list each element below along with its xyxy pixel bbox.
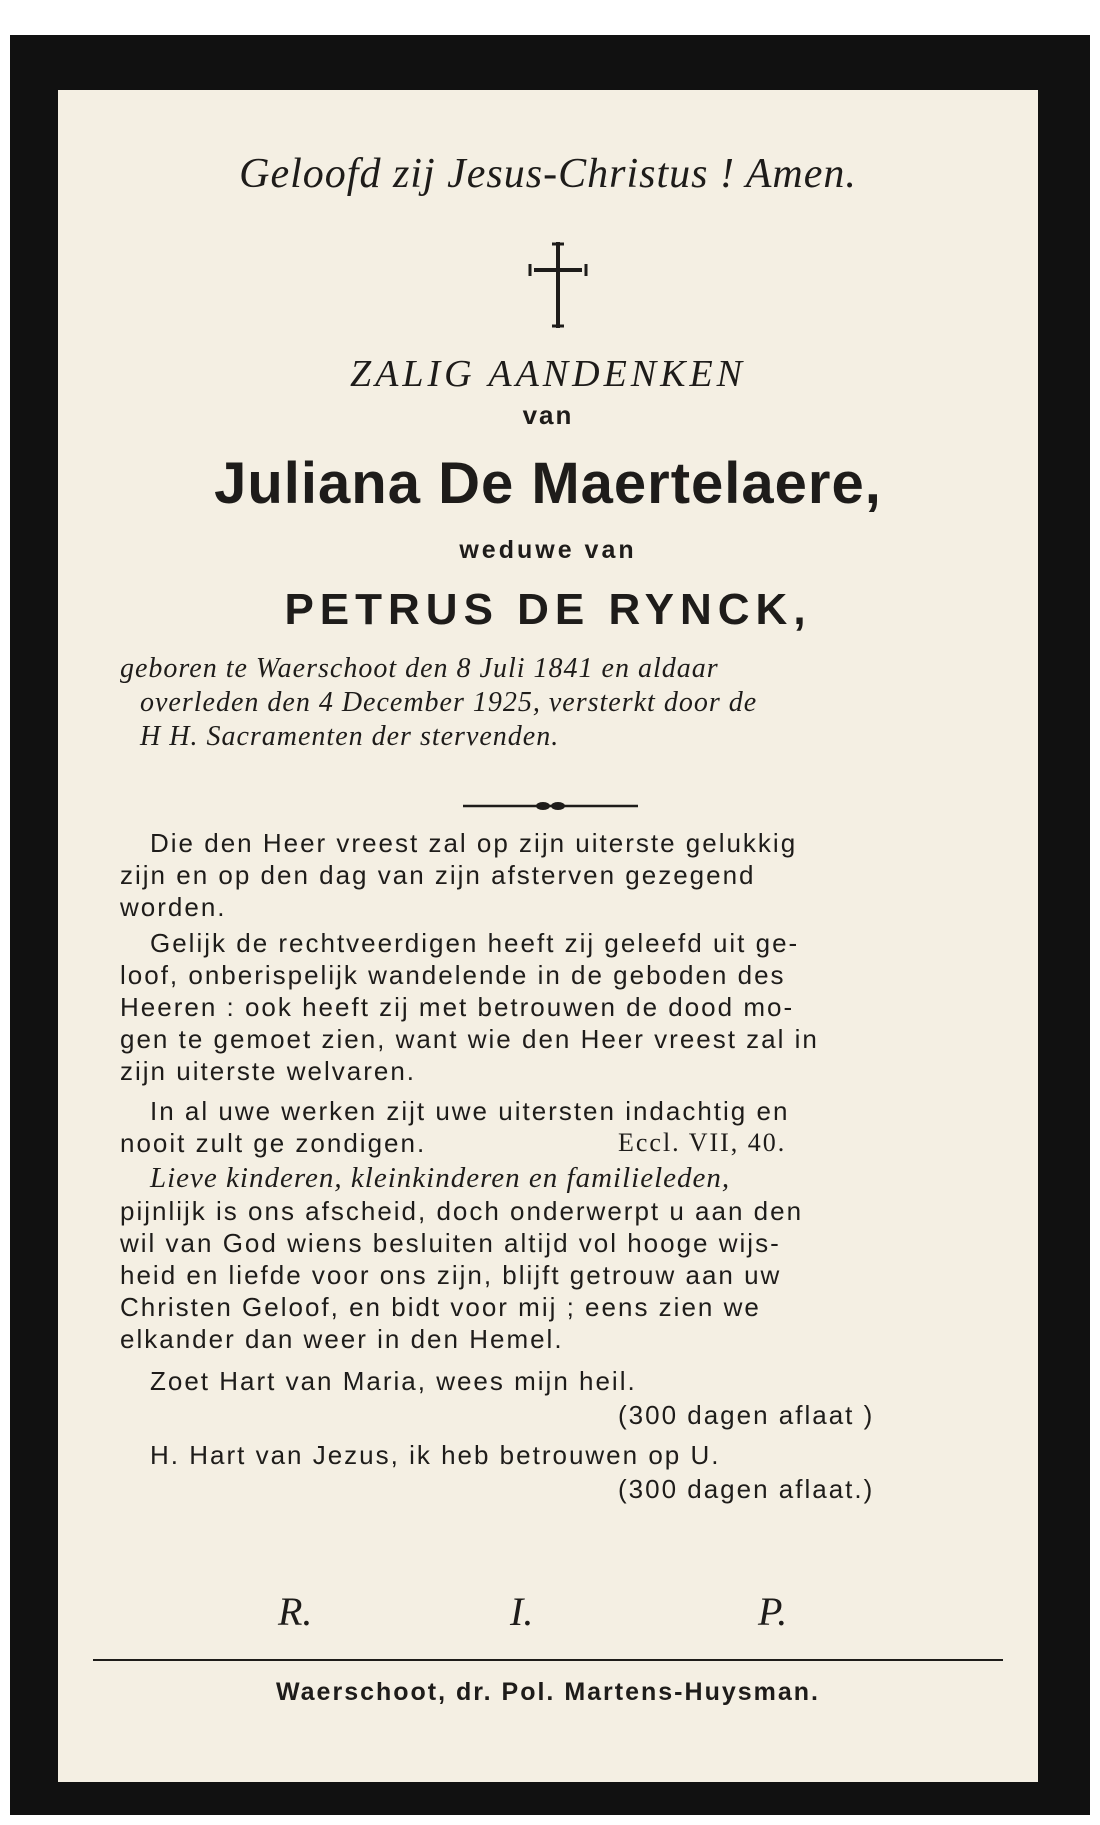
- prayer-line: H. Hart van Jezus, ik heb betrouwen op U.: [150, 1440, 721, 1470]
- memorial-card: [58, 90, 1038, 1782]
- text-line: worden.: [120, 892, 227, 922]
- widow-label: weduwe van: [459, 536, 637, 564]
- text-line: Gelijk de rechtveerdigen heeft zij geleefd uit ge-: [150, 928, 800, 958]
- text-line: pijnlijk is ons afscheid, doch onderwerpt u aan den: [120, 1196, 804, 1226]
- ornamental-divider: [463, 800, 638, 812]
- text-line: In al uwe werken zijt uwe uitersten indachtig en: [150, 1096, 790, 1126]
- rip-letter: I.: [510, 1589, 534, 1634]
- motto: Geloofd zij Jesus-Christus ! Amen.: [239, 151, 857, 197]
- birth-line: geboren te Waerschoot den 8 Juli 1841 en aldaar: [120, 653, 719, 684]
- text-line: gen te gemoet zien, want wie den Heer vreest zal in: [120, 1024, 819, 1054]
- birth-line: H H. Sacramenten der stervenden.: [140, 721, 560, 752]
- text-line: Christen Geloof, en bidt voor mij ; eens zien we: [120, 1292, 761, 1322]
- address-line: Lieve kinderen, kleinkinderen en familieleden,: [150, 1162, 731, 1194]
- text-line: Heeren : ook heeft zij met betrouwen de dood mo-: [120, 992, 795, 1022]
- memorial-heading: ZALIG AANDENKEN: [349, 353, 747, 395]
- prayer-line: Zoet Hart van Maria, wees mijn heil.: [150, 1366, 637, 1396]
- deceased-name: Juliana De Maertelaere,: [214, 451, 882, 516]
- indulgence-note: (300 dagen aflaat ): [618, 1400, 875, 1430]
- footer-rule: [93, 1659, 1003, 1661]
- rip-letter: R.: [278, 1589, 313, 1634]
- printer-credit: Waerschoot, dr. Pol. Martens-Huysman.: [275, 1678, 820, 1706]
- text-line: Die den Heer vreest zal op zijn uiterste gelukkig: [150, 828, 798, 858]
- van-label: van: [522, 400, 574, 430]
- birth-line: overleden den 4 December 1925, versterkt door de: [140, 687, 758, 718]
- text-line: loof, onberispelijk wandelende in de geboden des: [120, 960, 786, 990]
- text-line: zijn en op den dag van zijn afsterven gezegend: [120, 860, 756, 890]
- scripture-citation: Eccl. VII, 40.: [618, 1128, 787, 1157]
- rip-letter: P.: [758, 1589, 788, 1634]
- text-line: heid en liefde voor ons zijn, blijft getrouw aan uw: [120, 1260, 782, 1290]
- text-line: wil van God wiens besluiten altijd vol hooge wijs-: [120, 1228, 781, 1258]
- indulgence-note: (300 dagen aflaat.): [618, 1474, 875, 1504]
- cross-icon: [528, 240, 588, 330]
- text-line: zijn uiterste welvaren.: [120, 1056, 416, 1086]
- text-line: nooit zult ge zondigen.: [120, 1128, 427, 1158]
- text-line: elkander dan weer in den Hemel.: [120, 1324, 564, 1354]
- husband-name: PETRUS DE RYNCK,: [284, 585, 812, 634]
